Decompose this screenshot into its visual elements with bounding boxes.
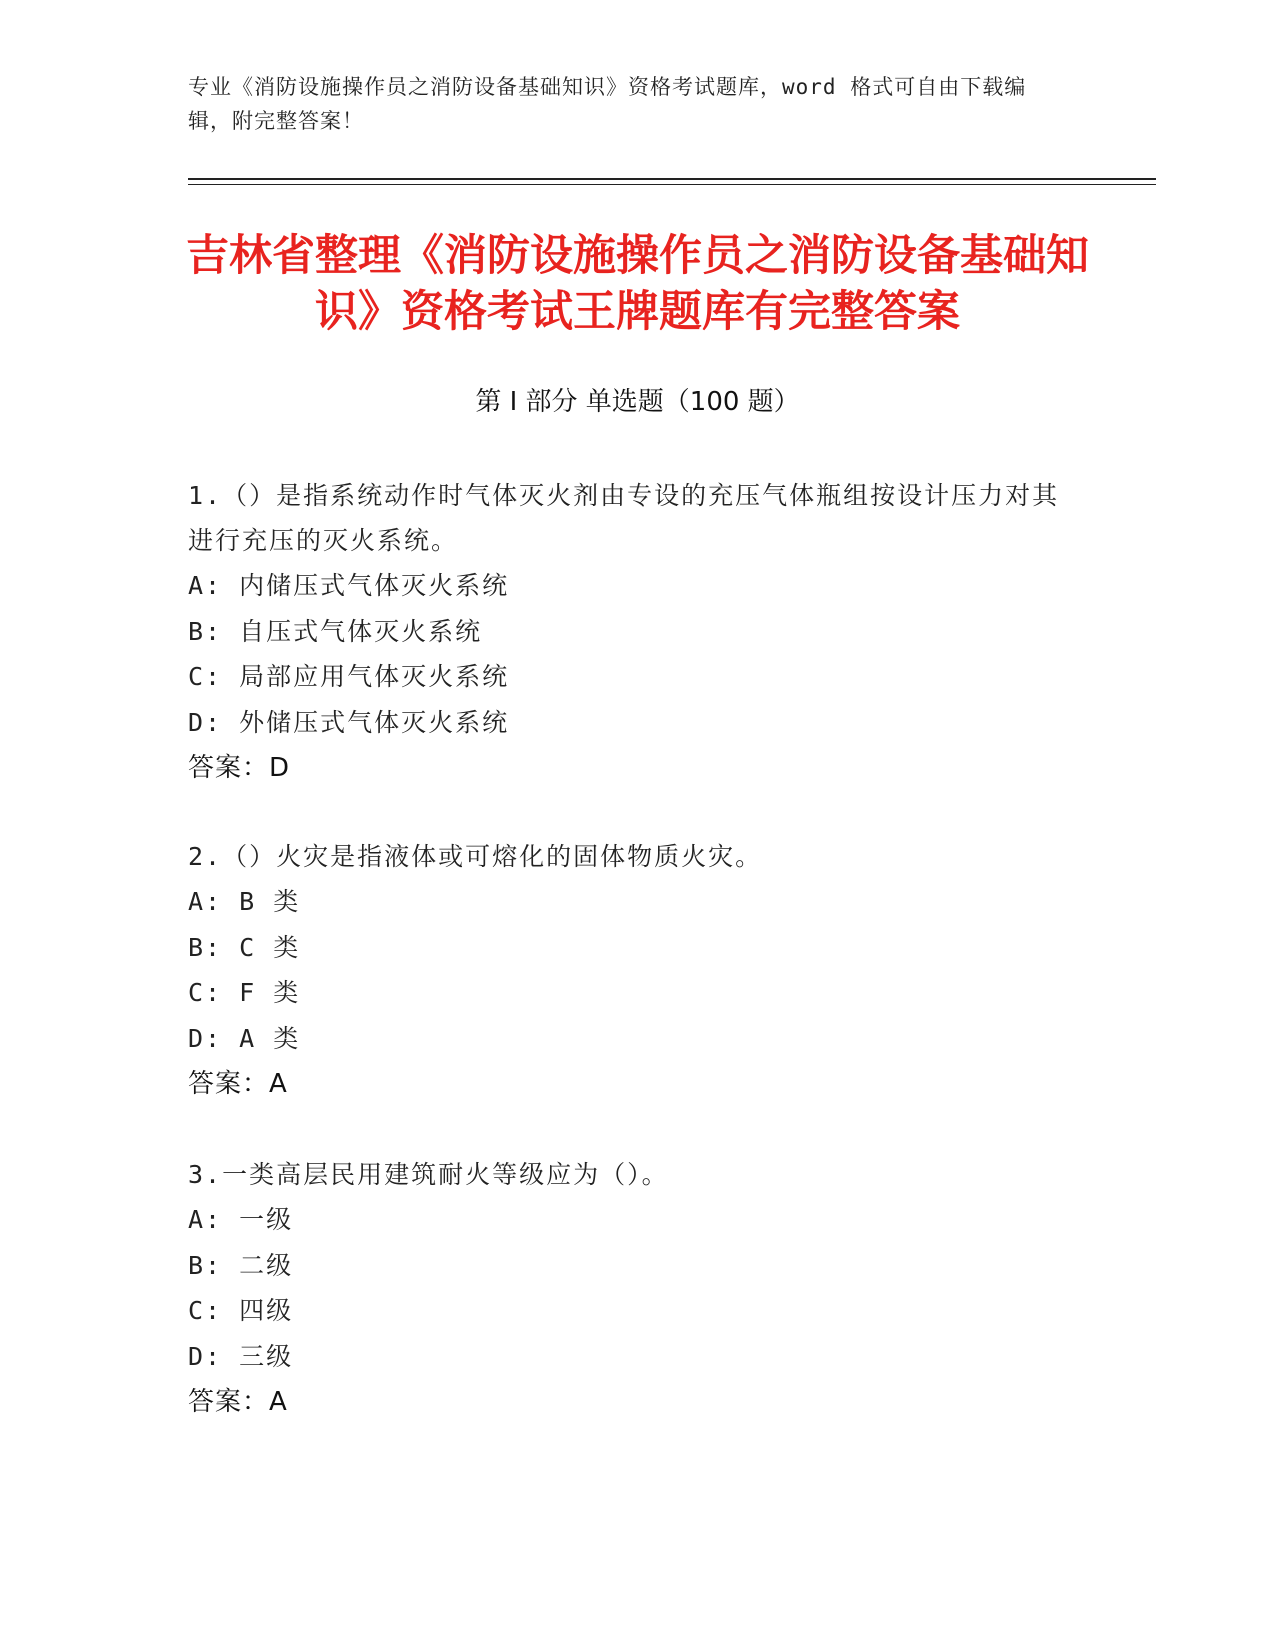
option-b: B: 自压式气体灭火系统 [188,616,483,646]
question-1 [188,473,1068,791]
option-a: A: 一级 [188,1205,294,1234]
answer: 答案：A [188,1387,288,1417]
option-b: B: 二级 [188,1250,294,1280]
option-c: C: F 类 [188,978,301,1007]
answer: 答案：A [188,1069,288,1099]
answer: 答案：D [188,753,291,783]
question-stem: 3.一类高层民用建筑耐火等级应为（）。 [188,1160,669,1189]
question-2 [188,834,1068,1107]
option-b: B: C 类 [188,932,301,962]
option-d: D: A 类 [188,1023,301,1053]
header-rule-thin [188,184,1156,185]
option-d: D: 三级 [188,1341,294,1371]
section-heading: 第 I 部分 单选题（100 题） [475,387,800,417]
option-c: C: 局部应用气体灭火系统 [188,662,510,691]
question-3 [188,1152,1068,1425]
question-stem: 2.（）火灾是指液体或可熔化的固体物质火灾。 [188,842,763,871]
question-stem: 1.（）是指系统动作时气体灭火剂由专设的充压气体瓶组按设计压力对其进行充压的灭火系统。 [188,481,1060,555]
header-note: 专业《消防设施操作员之消防设备基础知识》资格考试题库，word 格式可自由下载编辑，附完整答案！ [188,75,1027,133]
header-rule-thick [188,178,1156,180]
document-title: 吉林省整理《消防设施操作员之消防设备基础知识》资格考试王牌题库有完整答案 [186,231,1089,337]
option-a: A: B 类 [188,887,301,916]
option-a: A: 内储压式气体灭火系统 [188,571,510,600]
option-c: C: 四级 [188,1296,294,1325]
option-d: D: 外储压式气体灭火系统 [188,707,510,737]
